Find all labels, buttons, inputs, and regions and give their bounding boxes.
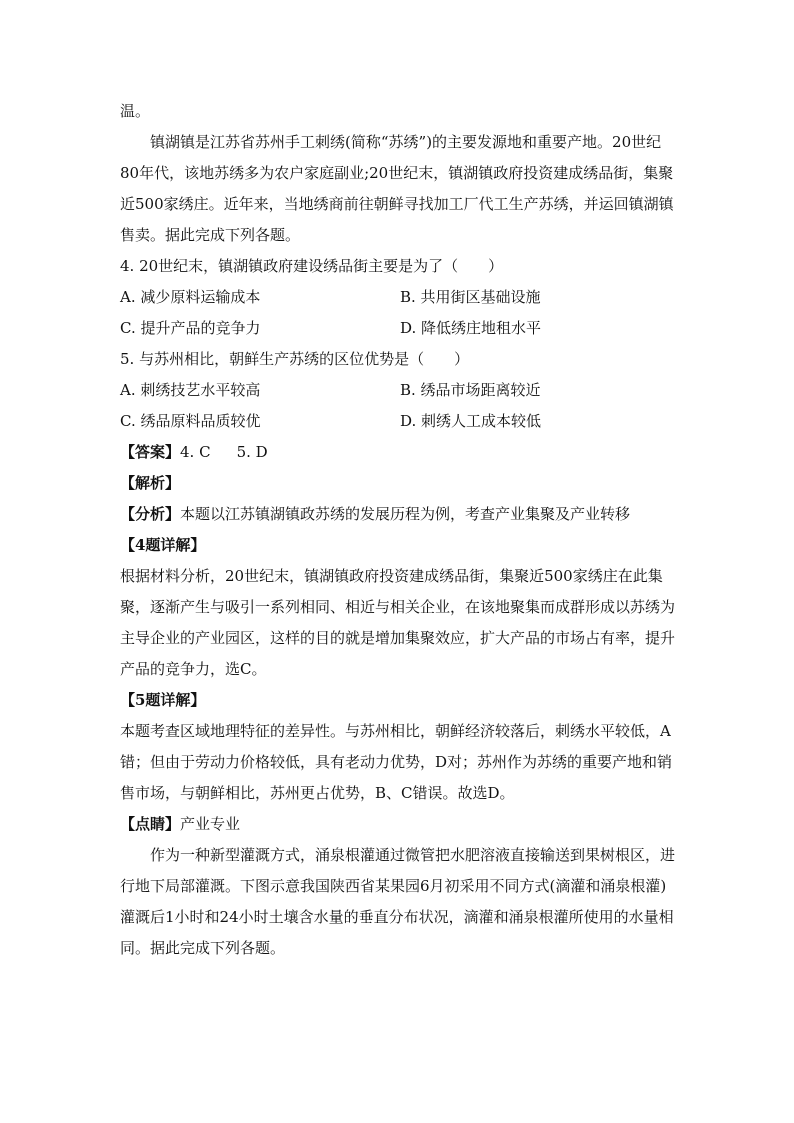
question-5-options-row-1 — [120, 375, 680, 406]
dianjing-text: 产业专业 — [180, 815, 241, 833]
analysis-label: 【解析】 — [120, 474, 181, 492]
question-5-options-row-2 — [120, 406, 680, 437]
passage-embroidery: 镇湖镇是江苏省苏州手工刺绣(简称“苏绣”)的主要发源地和重要产地。20世纪80年代，该地苏绣多为农户家庭副业;20世纪末，镇湖镇政府投资建成绣品街，集聚近500家绣庄。近年来，当地绣商前往朝鲜寻找加工厂代工生产苏绣，并运回镇湖镇售卖。据此完成下列各题。 — [120, 133, 674, 244]
answer-line — [120, 437, 680, 468]
passage-irrigation: 作为一种新型灌溉方式，涌泉根灌通过微管把水肥溶液直接输送到果树根区，进行地下局部灌溉。下图示意我国陕西省某果园6月初采用不同方式(滴灌和涌泉根灌)灌溉后1小时和24小时土壤含水量的垂直分布状况，滴灌和涌泉根灌所使用的水量相同。据此完成下列各题。 — [120, 846, 676, 957]
fenxi-line — [120, 499, 680, 530]
answer-4: 4. C — [180, 443, 211, 461]
detail-4-tag: 【4题详解】 — [120, 536, 206, 554]
answer-5: 5. D — [236, 443, 268, 461]
q4-option-d: D. 降低绣庄地租水平 — [400, 319, 542, 337]
q4-option-a: A. 减少原料运输成本 — [120, 288, 261, 306]
fenxi-tag: 【分析】 — [120, 505, 181, 523]
q5-option-d: D. 刺绣人工成本较低 — [400, 412, 542, 430]
q4-option-c: C. 提升产品的竞争力 — [120, 319, 261, 337]
detail-5-tag: 【5题详解】 — [120, 691, 206, 709]
dianjing-tag: 【点睛】 — [120, 815, 181, 833]
fenxi-text: 本题以江苏镇湖镇政苏绣的发展历程为例，考查产业集聚及产业转移 — [180, 505, 631, 523]
document-content — [120, 96, 680, 964]
detail-5-text: 本题考查区域地理特征的差异性。与苏州相比，朝鲜经济较落后，刺绣水平较低，A错；但由于劳动力价格较低，具有老动力优势，D对；苏州作为苏绣的重要产地和销售市场，与朝鲜相比，苏州更占优势，B、C错误。故选D。 — [120, 722, 673, 802]
q5-option-a: A. 刺绣技艺水平较高 — [120, 381, 261, 399]
continuation-text: 温。 — [120, 102, 151, 120]
q5-option-c: C. 绣品原料品质较优 — [120, 412, 261, 430]
question-4-options-row-1 — [120, 282, 680, 313]
q5-option-b: B. 绣品市场距离较近 — [400, 381, 541, 399]
dianjing-line — [120, 809, 680, 840]
answer-tag: 【答案】 — [120, 443, 181, 461]
q4-option-b: B. 共用街区基础设施 — [400, 288, 541, 306]
question-4-stem: 4. 20世纪末，镇湖镇政府建设绣品街主要是为了（ ） — [120, 257, 504, 275]
question-5-stem: 5. 与苏州相比，朝鲜生产苏绣的区位优势是（ ） — [120, 350, 470, 368]
question-4-options-row-2 — [120, 313, 680, 344]
detail-4-text: 根据材料分析，20世纪末，镇湖镇政府投资建成绣品街，集聚近500家绣庄在此集聚，逐渐产生与吸引一系列相同、相近与相关企业，在该地聚集而成群形成以苏绣为主导企业的产业园区，这样的目的就是增加集聚效应，扩大产品的市场占有率，提升产品的竞争力，选C。 — [120, 567, 676, 678]
